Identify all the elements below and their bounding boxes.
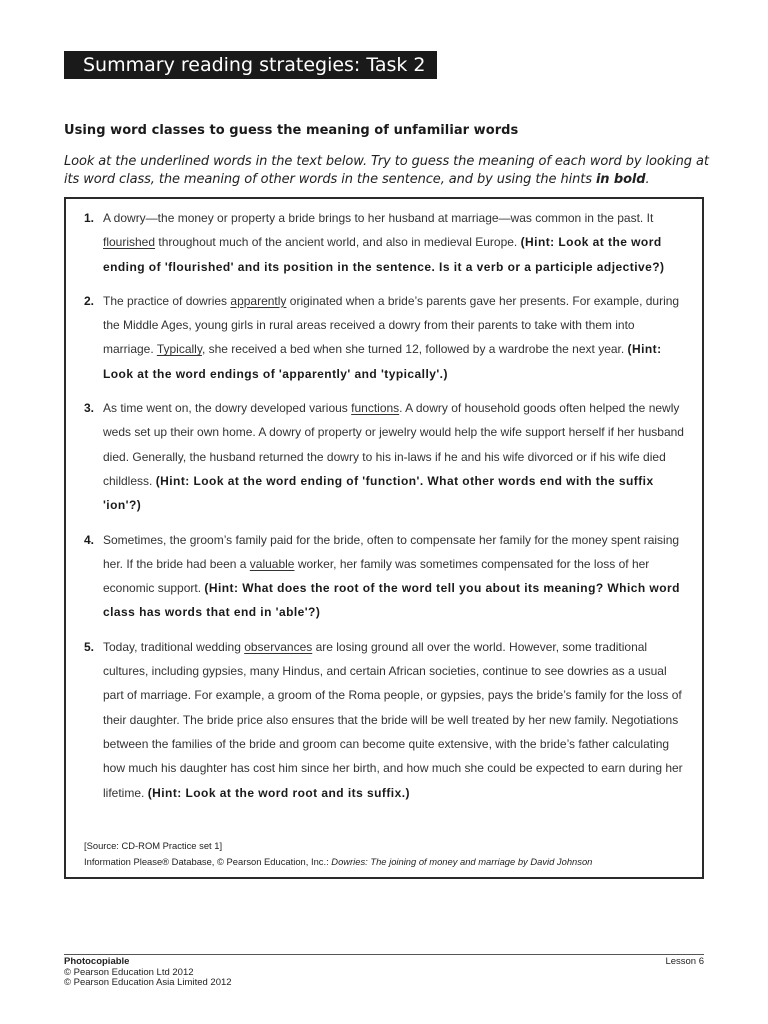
page-title: Summary reading strategies: Task 2	[64, 51, 437, 79]
list-item	[84, 635, 688, 805]
source-line-2	[84, 854, 688, 870]
instruction-text	[64, 153, 714, 189]
list-item	[84, 396, 688, 517]
hint-text: (Hint: Look at the word root and its suffix.)	[147, 785, 410, 800]
list-item	[84, 528, 688, 625]
hint-text: (Hint: What does the root of the word tell you about its meaning? Which word class has words that end in 'able'?)	[103, 581, 680, 620]
hint-text: (Hint: Look at the word endings of 'apparently' and 'typically'.)	[103, 342, 662, 381]
lesson-label: Lesson 6	[665, 956, 704, 967]
item-text: A dowry—the money or property a bride brings to her husband at marriage—was common in the past. It	[103, 211, 654, 225]
underlined-word: valuable	[249, 556, 295, 571]
item-text: throughout much of the ancient world, and also in medieval Europe.	[155, 235, 521, 250]
copyright-line-2: © Pearson Education Asia Limited 2012	[64, 977, 232, 988]
item-text: The practice of dowries	[103, 293, 231, 308]
item-text: . A dowry of household goods often helped the newly weds set up their own home. A dowry of property or jewelry would help the wife support herself if her husband died. Generally, the husband returned the dowry to his in-laws if he and his wife divorced or if his wife died childless.	[103, 401, 684, 488]
item-text: originated when a bride’s parents gave her presents. For example, during the Middle Ages, young girls in rural areas received a dowry from their parents to take with them into marriage.	[103, 293, 680, 357]
footer-divider	[64, 954, 704, 955]
footer-copyright	[64, 957, 232, 989]
list-item	[84, 206, 688, 279]
item-text: , she received a bed when she turned 12, followed by a wardrobe the next year.	[201, 342, 628, 357]
item-text: worker, her family was sometimes compensated for the loss of her economic support.	[103, 556, 650, 596]
source-title: Dowries: The joining of money and marriage by David Johnson	[331, 856, 593, 867]
reading-box	[64, 197, 704, 879]
item-number: 4.	[84, 532, 95, 547]
numbered-list	[84, 206, 688, 815]
item-number: 2.	[84, 293, 95, 308]
underlined-word: functions	[351, 401, 400, 416]
source-database: Information Please® Database, © Pearson Education, Inc.:	[84, 856, 332, 867]
copyright-line-1: © Pearson Education Ltd 2012	[64, 966, 194, 978]
section-subtitle: Using word classes to guess the meaning of unfamiliar words	[64, 123, 519, 138]
item-number: 5.	[84, 639, 95, 654]
item-number: 3.	[84, 401, 95, 416]
source-line-1: [Source: CD-ROM Practice set 1]	[84, 840, 223, 851]
source-citation	[84, 838, 688, 870]
hint-text: (Hint: Look at the word ending of 'function'. What other words end with the suffix 'ion'?)	[103, 473, 654, 513]
item-text: Today, traditional wedding	[103, 639, 245, 654]
instruction-bold: in bold	[595, 172, 646, 187]
underlined-word: flourished	[103, 235, 156, 250]
hint-text: (Hint: Look at the word ending of 'flourished' and its position in the sentence. Is it a verb or a participle adjective?)	[103, 235, 665, 274]
underlined-word: observances	[244, 639, 313, 654]
instruction-body: Look at the underlined words in the text below. Try to guess the meaning of each word by looking at its word class, the meaning of other words in the sentence, and by using the hints	[64, 154, 709, 187]
photocopiable-label: Photocopiable	[64, 956, 130, 967]
underlined-word: apparently	[230, 293, 287, 308]
list-item	[84, 289, 688, 386]
instruction-end: .	[645, 172, 650, 187]
item-text: are losing ground all over the world. However, some traditional cultures, including gypsies, many Hindus, and certain African societies, continue to see dowries as a usual part of marriage. For example, a groom of the Roma people, or gypsies, pays the bride’s family for the loss of their daughter. The bride price also ensures that the bride will be well treated by her new family. Negotiations between the families of the bride and groom can become quite extensive, with the bride’s father calculating how much his daughter has cost him since her birth, and how much she could be expected to earn during her lifetime.	[103, 639, 683, 800]
item-text: Sometimes, the groom’s family paid for the bride, often to compensate her family for the money spent raising her. If the bride had been a	[103, 532, 680, 571]
item-text: As time went on, the dowry developed various	[103, 401, 352, 416]
item-number: 1.	[84, 211, 95, 225]
underlined-word: Typically	[156, 342, 202, 357]
